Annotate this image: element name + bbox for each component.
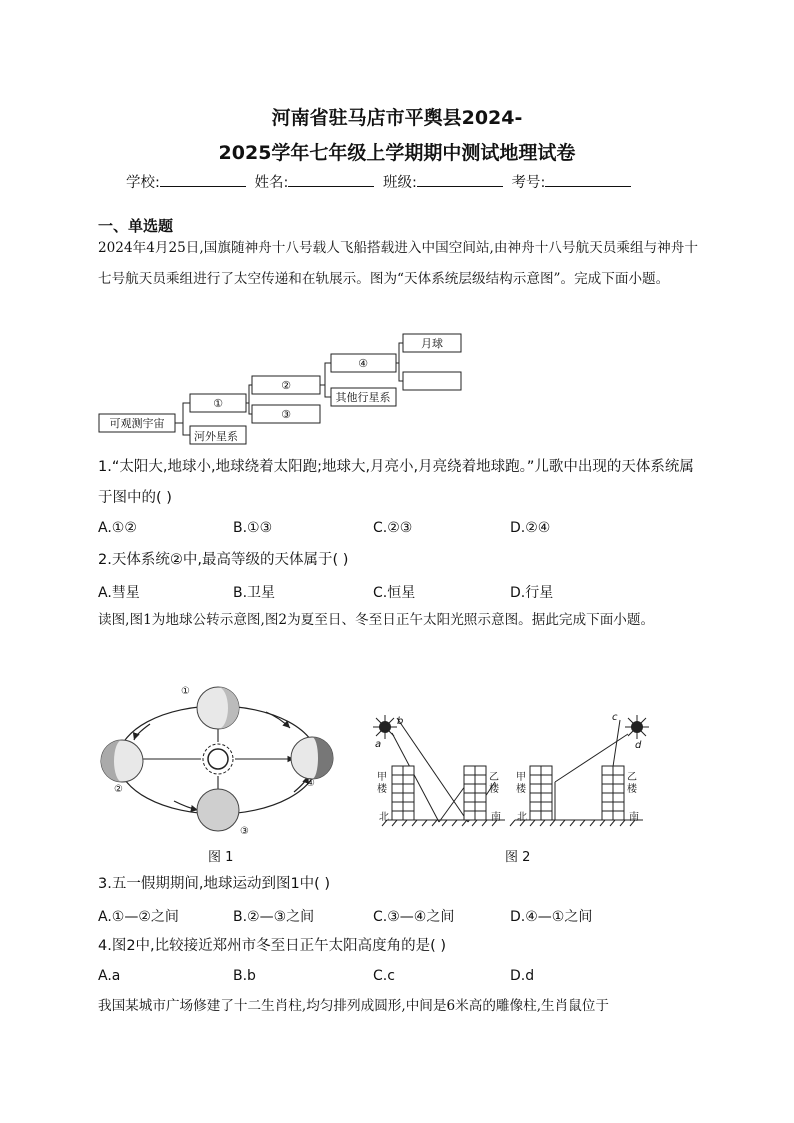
q1-option-b[interactable]: B.①③ <box>233 520 273 536</box>
fig1-label-4: ④ <box>306 778 315 789</box>
fig2-right-south: 南 <box>629 812 639 823</box>
fig2-label-d: d <box>635 740 642 751</box>
q2-option-a[interactable]: A.彗星 <box>98 585 140 601</box>
building-jia-left <box>392 766 414 820</box>
question-3: 3.五一假期期间,地球运动到图1中( ) <box>98 876 331 892</box>
intro-paragraph-1: 2024年4月25日,国旗随神舟十八号载人飞船搭载进入中国空间站,由神舟十八号航天员乘组与神舟十七号航天员乘组进行了太空传递和在轨展示。图为“天体系统层级结构示意图”。完成下面小题。 <box>98 240 698 287</box>
fig2-right-north: 北 <box>517 812 527 823</box>
label-other-planets: 其他行星系 <box>335 391 391 404</box>
fig1-label-3: ③ <box>240 826 249 837</box>
q4-option-c[interactable]: C.c <box>373 968 395 984</box>
fig2-left-south: 南 <box>491 812 501 823</box>
hierarchy-diagram <box>96 332 466 448</box>
fig2-left-lou2: 楼 <box>489 784 499 795</box>
q3-option-c[interactable]: C.③—④之间 <box>373 909 455 925</box>
class-blank <box>417 174 503 187</box>
section-title: 一、单选题 <box>98 217 174 235</box>
fig2-left-jia: 甲 <box>377 772 387 783</box>
figure-1-earth-revolution <box>94 672 342 862</box>
fig2-right-lou2: 楼 <box>627 784 637 795</box>
earth-position-4-icon <box>291 737 333 779</box>
q3-option-d[interactable]: D.④—①之间 <box>510 909 593 925</box>
figure-2-caption: 图 2 <box>505 850 531 865</box>
fig2-label-a: a <box>375 739 382 750</box>
name-label: 姓名: <box>254 175 289 191</box>
sun-right-icon <box>625 715 649 739</box>
fig1-label-1: ① <box>181 686 190 697</box>
fig1-label-2: ② <box>114 784 123 795</box>
building-jia-right <box>530 766 552 820</box>
earth-position-2-icon <box>101 740 143 782</box>
building-yi-left <box>464 766 486 820</box>
fig2-right-yi: 乙 <box>627 772 637 783</box>
question-2: 2.天体系统②中,最高等级的天体属于( ) <box>98 552 349 568</box>
q3-option-a[interactable]: A.①—②之间 <box>98 909 179 925</box>
question-1: 1.“太阳大,地球小,地球绕着太阳跑;地球大,月亮小,月亮绕着地球跑。”儿歌中出现的天体系统属于图中的( ) <box>98 459 694 506</box>
earth-position-1-icon <box>197 687 239 729</box>
label-3: ③ <box>281 408 291 421</box>
class-label: 班级: <box>383 175 417 191</box>
q4-option-a[interactable]: A.a <box>98 968 121 984</box>
q1-option-d[interactable]: D.②④ <box>510 520 551 536</box>
label-galaxy: 河外星系 <box>194 430 238 443</box>
q2-option-d[interactable]: D.行星 <box>510 585 554 601</box>
label-2: ② <box>281 379 291 392</box>
q3-option-b[interactable]: B.②—③之间 <box>233 909 315 925</box>
exam-title-line1: 河南省驻马店市平舆县2024- <box>271 107 523 129</box>
q2-option-c[interactable]: C.恒星 <box>373 585 416 601</box>
exam-number-label: 考号: <box>511 175 546 191</box>
sun-icon <box>203 744 233 774</box>
fig2-label-b: b <box>397 716 404 727</box>
exam-number-blank <box>545 174 631 187</box>
label-moon: 月球 <box>421 337 443 350</box>
intro-paragraph-3: 我国某城市广场修建了十二生肖柱,均匀排列成圆形,中间是6米高的雕像柱,生肖鼠位于 <box>98 998 609 1014</box>
box-empty <box>403 372 461 390</box>
label-4: ④ <box>358 357 368 370</box>
q2-option-b[interactable]: B.卫星 <box>233 585 276 601</box>
q1-option-a[interactable]: A.①② <box>98 520 137 536</box>
figure-1-caption: 图 1 <box>208 850 234 865</box>
q1-option-c[interactable]: C.②③ <box>373 520 413 536</box>
name-blank <box>288 174 374 187</box>
fig2-left-lou: 楼 <box>377 784 387 795</box>
intro-paragraph-2: 读图,图1为地球公转示意图,图2为夏至日、冬至日正午太阳光照示意图。据此完成下面小题。 <box>98 612 655 628</box>
earth-position-3-icon <box>197 789 239 831</box>
school-blank <box>160 174 246 187</box>
building-yi-right <box>602 766 624 820</box>
q4-option-d[interactable]: D.d <box>510 968 535 984</box>
school-label: 学校: <box>126 175 160 191</box>
fig2-label-c: c <box>612 712 618 723</box>
fig2-left-yi: 乙 <box>489 772 499 783</box>
label-1: ① <box>213 397 223 410</box>
q4-option-b[interactable]: B.b <box>233 968 256 984</box>
exam-title-line2: 2025学年七年级上学期期中测试地理试卷 <box>218 142 576 164</box>
fig2-right-jia: 甲 <box>516 772 526 783</box>
student-info-row <box>126 171 635 192</box>
figure-2-noon-sunlight <box>365 712 655 830</box>
question-4: 4.图2中,比较接近郑州市冬至日正午太阳高度角的是( ) <box>98 938 447 954</box>
fig2-right-lou: 楼 <box>516 784 526 795</box>
label-observable-universe: 可观测宇宙 <box>109 417 165 430</box>
fig2-left-north: 北 <box>379 812 389 823</box>
